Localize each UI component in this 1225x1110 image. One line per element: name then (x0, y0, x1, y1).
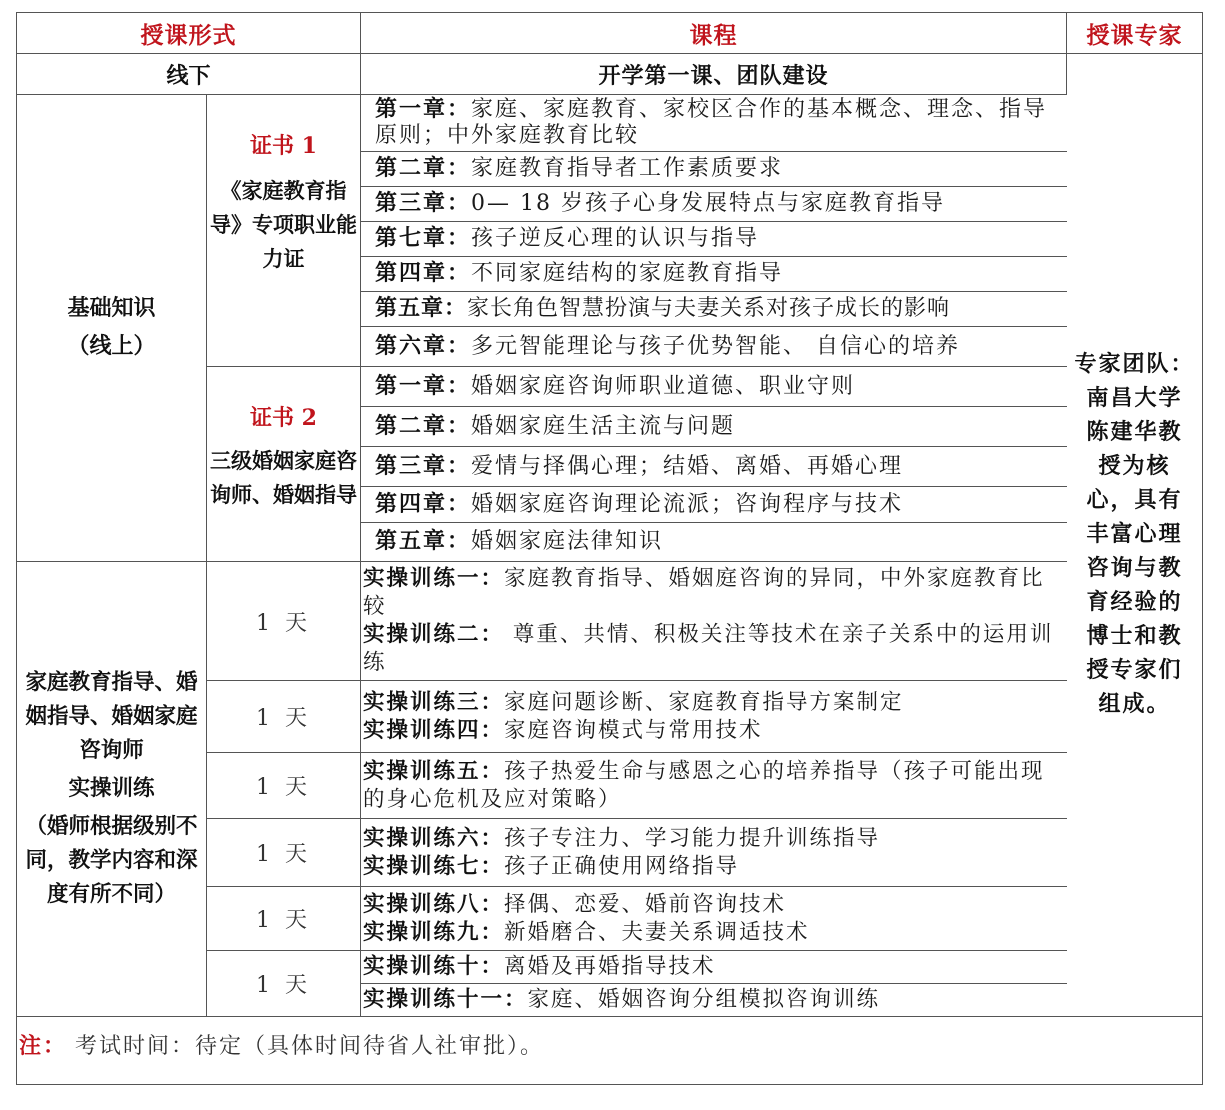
cert2-chapter-1: 第一章： 婚姻家庭咨询师职业道德、职业守则 (361, 367, 1067, 407)
session-4-content (361, 819, 1067, 887)
offline-course: 开学第一课、团队建设 (361, 54, 1067, 95)
expert-cell (1067, 54, 1202, 1017)
cert2-chapter-3: 第三章： 爱情与择偶心理；结婚、离婚、再婚心理 (361, 447, 1067, 487)
practice-item-4: 实操训练四：家庭咨询模式与常用技术 (363, 717, 763, 743)
session-4-duration: 1 天 (207, 819, 361, 887)
practice-item-6: 实操训练六：孩子专注力、学习能力提升训练指导 (363, 825, 881, 851)
cert2-label (207, 367, 361, 562)
cert2-chapter-5: 第五章： 婚姻家庭法律知识 (361, 523, 1067, 562)
basic-knowledge-mode: （线上） (67, 334, 156, 359)
practice-item-7: 实操训练七：孩子正确使用网络指导 (363, 853, 740, 879)
cert1-chapter-2: 第二章： 家庭教育指导者工作素质要求 (361, 152, 1067, 187)
cert2-chapter-4: 第四章： 婚姻家庭咨询理论流派；咨询程序与技术 (361, 487, 1067, 523)
practice-item-5: 实操训练五：孩子热爱生命与感恩之心的培养指导（孩子可能出现的身心危机及应对策略） (363, 758, 1045, 812)
session-2-content (361, 681, 1067, 753)
header-format: 授课形式 (17, 13, 361, 54)
cert1-name: 《家庭教育指导》专项职业能力证 (210, 179, 357, 271)
session-3-content (361, 753, 1067, 819)
practice-label (17, 562, 207, 1017)
cert2-name: 三级婚姻家庭咨询师、婚姻指导 (210, 449, 357, 507)
session-3-duration: 1 天 (207, 753, 361, 819)
practice-item-10: 实操训练十：离婚及再婚指导技术 (363, 954, 716, 979)
cert2-chapter-2: 第二章： 婚姻家庭生活主流与问题 (361, 407, 1067, 447)
practice-note: （婚师根据级别不同，教学内容和深度有所不同） (25, 814, 198, 907)
header-course: 课程 (361, 13, 1067, 54)
cert1-chapter-6: 第五章： 家长角色智慧扮演与夫妻关系对孩子成长的影响 (361, 292, 1067, 327)
cert1-label (207, 95, 361, 367)
basic-knowledge-label (17, 95, 207, 562)
note-label: 注： (19, 1034, 68, 1059)
practice-item-2: 实操训练二： 尊重、共情、积极关注等技术在亲子关系中的运用训练 (363, 622, 1054, 675)
practice-item-8: 实操训练八：择偶、恋爱、婚前咨询技术 (363, 891, 787, 917)
course-schedule-table (16, 12, 1203, 1085)
header-expert: 授课专家 (1067, 13, 1202, 54)
practice-item-1: 实操训练一：家庭教育指导、婚姻庭咨询的异同，中外家庭教育比较 (363, 566, 1045, 619)
cert1-chapter-5: 第四章： 不同家庭结构的家庭教育指导 (361, 257, 1067, 292)
practice-item-9: 实操训练九：新婚磨合、夫妻关系调适技术 (363, 919, 810, 945)
practice-subtitle: 实操训练 (68, 776, 155, 801)
cert1-chapter-7: 第六章： 多元智能理论与孩子优势智能、 自信心的培养 (361, 327, 1067, 367)
session-5-content (361, 887, 1067, 951)
offline-format: 线下 (17, 54, 361, 95)
cert1-chapter-4: 第七章： 孩子逆反心理的认识与指导 (361, 222, 1067, 257)
session-2-duration: 1 天 (207, 681, 361, 753)
cert2-title: 证书 2 (250, 405, 317, 431)
session-6-duration: 1 天 (207, 951, 361, 1017)
practice-title: 家庭教育指导、婚姻指导、婚姻家庭咨询师 (25, 670, 198, 763)
practice-item-3: 实操训练三：家庭问题诊断、家庭教育指导方案制定 (363, 689, 904, 715)
session-5-duration: 1 天 (207, 887, 361, 951)
expert-body: 南昌大学陈建华教授为核心，具有丰富心理咨询与教育经验的博士和教授专家们组成。 (1086, 386, 1183, 717)
session-1-duration: 1 天 (207, 562, 361, 681)
practice-item-11: 实操训练十一：家庭、婚姻咨询分组模拟咨询训练 (363, 987, 881, 1012)
cert1-title: 证书 1 (250, 133, 317, 159)
cert1-chapter-3: 第三章： 0— 18 岁孩子心身发展特点与家庭教育指导 (361, 187, 1067, 222)
session-6-content-b (361, 984, 1067, 1017)
cert1-chapter-1: 第一章：家庭、家庭教育、家校区合作的基本概念、理念、指导原则；中外家庭教育比较 (361, 95, 1067, 152)
session-6-content-a (361, 951, 1067, 984)
session-1-content (361, 562, 1067, 681)
note-text: 考试时间：待定（具体时间待省人社审批）。 (75, 1034, 545, 1059)
basic-knowledge-title: 基础知识 (67, 296, 156, 321)
expert-title: 专家团队： (1074, 352, 1195, 377)
note-row (17, 1017, 1202, 1084)
